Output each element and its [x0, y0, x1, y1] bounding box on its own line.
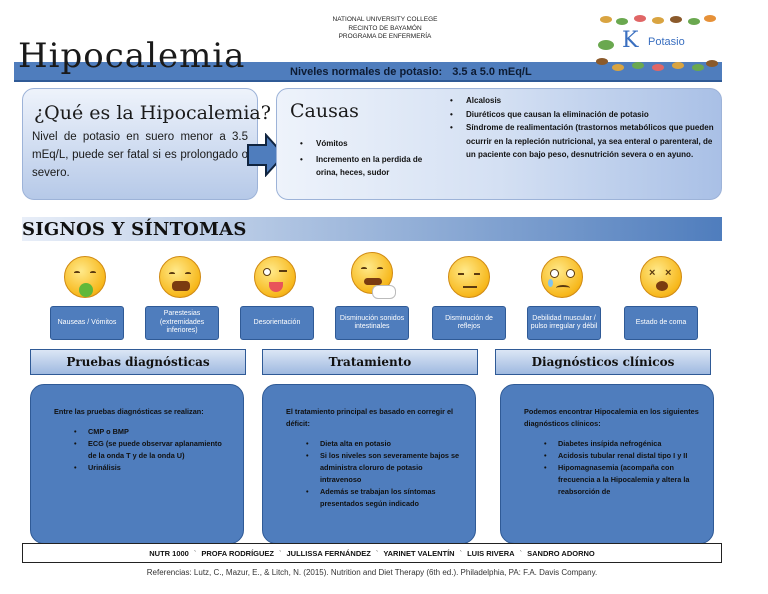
levels-value: 3.5 a 5.0 mEq/L [452, 66, 532, 78]
causes-list-secondary [466, 94, 722, 162]
symptom-label: Parestesias (extremidades inferiores) [145, 306, 219, 340]
list-item: • Urinálisis [88, 462, 230, 474]
list-item: • Si los niveles son severamente bajos se administra cloruro de potasio intravenoso [320, 450, 464, 486]
treatment-intro: El tratamiento principal es basado en corregir el déficit: [286, 407, 454, 428]
institution-line: PROGRAMA DE ENFERMERÍA [338, 33, 432, 40]
credit-separator: ` [519, 548, 523, 558]
credit-separator: ` [375, 548, 379, 558]
sad-face-icon [541, 256, 583, 298]
list-item: • Diuréticos que causan la eliminación de potasio [466, 108, 722, 122]
credit-separator: ` [459, 548, 463, 558]
credit-separator: ` [279, 548, 282, 558]
list-item: • Hipomagnasemia (acompaña con frecuencia a la Hipocalemia y altera la reabsorción de [558, 462, 704, 498]
credit-professor: PROFA RODRÍGUEZ [201, 548, 275, 558]
credit-author: LUIS RIVERA [467, 548, 515, 558]
tests-header: Pruebas diagnósticas [30, 349, 246, 375]
what-is-body: Nivel de potasio en suero menor a 3.5 mEq/L, puede ser fatal si es prolongado o severo. [32, 131, 248, 179]
causes-title: Causas [290, 100, 359, 122]
causes-list-primary [316, 137, 446, 179]
list-item: • Incremento en la perdida de orina, heces, sudor [316, 153, 446, 179]
symptom-label: Nauseas / Vómitos [50, 306, 124, 340]
credit-separator: ` [193, 548, 197, 558]
symptom-label: Disminución sonidos intestinales [335, 306, 409, 340]
institution-line: RECINTO DE BAYAMÓN [348, 24, 422, 32]
tests-intro: Entre las pruebas diagnósticas se realizan: [54, 407, 204, 416]
diagnoses-intro: Podemos encontrar Hipocalemia en los siguientes diagnósticos clínicos: [524, 407, 699, 428]
symptom-label: Estado de coma [624, 306, 698, 340]
logo-word: Potasio [648, 36, 685, 48]
list-item: • Vómitos [316, 137, 446, 150]
list-item: • Acidosis tubular renal distal tipo I y II [558, 450, 704, 462]
treatment-header: Tratamiento [262, 349, 478, 375]
institution-line: NATIONAL UNIVERSITY COLLEGE [332, 16, 438, 23]
list-item: • Dieta alta en potasio [320, 438, 464, 450]
tests-content [54, 406, 230, 474]
nauseated-face-icon [64, 256, 106, 298]
references: Referencias: Lutz, C., Mazur, E., & Litch, N. (2015). Nutrition and Diet Therapy (6th ed.). Philadelphia, PA: F.A. Davis Company. [146, 568, 598, 577]
tired-face-icon [159, 256, 201, 298]
potassium-logo [594, 14, 720, 76]
knocked-out-face-icon: × × [640, 256, 682, 298]
unamused-face-icon [448, 256, 490, 298]
logo-letter: K [622, 28, 639, 53]
credit-author: SANDRO ADORNO [527, 548, 595, 558]
list-item: • Además se trabajan los síntomas presentados según indicado [320, 486, 464, 510]
page-title: Hipocalemia [18, 36, 246, 76]
symptom-label: Debilidad muscular / pulso irregular y débil [527, 306, 601, 340]
toilet-face-icon [351, 252, 393, 294]
list-item: • Alcalosis [466, 94, 722, 108]
list-item: • Síndrome de realimentación (trastornos metabólicos que pueden ocurrir en la repleción nutricional, ya sea enteral o parenteral, de un paciente con bajo peso, desnutrición severa o en ayuno. [466, 121, 722, 162]
credits-bar [22, 543, 722, 563]
what-is-title: ¿Qué es la Hipocalemia? [34, 102, 271, 124]
dizzy-tongue-face-icon [254, 256, 296, 298]
credit-course: NUTR 1000 [149, 548, 189, 558]
symptom-label: Desorientación [240, 306, 314, 340]
levels-text [290, 66, 532, 78]
diagnoses-content [524, 406, 704, 538]
list-item: • CMP o BMP [88, 426, 230, 438]
credit-author: YARINET VALENTÍN [383, 548, 455, 558]
levels-label: Niveles normales de potasio: [290, 66, 443, 78]
institution-header [300, 16, 470, 42]
signs-title: SIGNOS Y SÍNTOMAS [22, 219, 247, 240]
treatment-content [286, 406, 464, 510]
diagnoses-header: Diagnósticos clínicos [495, 349, 711, 375]
list-item: • ECG (se puede observar aplanamiento de la onda T y de la onda U) [88, 438, 230, 462]
credit-author: JULLISSA FERNÁNDEZ [286, 548, 371, 558]
list-item: • Diabetes insípida nefrogénica [558, 438, 704, 450]
symptom-label: Disminución de reflejos [432, 306, 506, 340]
